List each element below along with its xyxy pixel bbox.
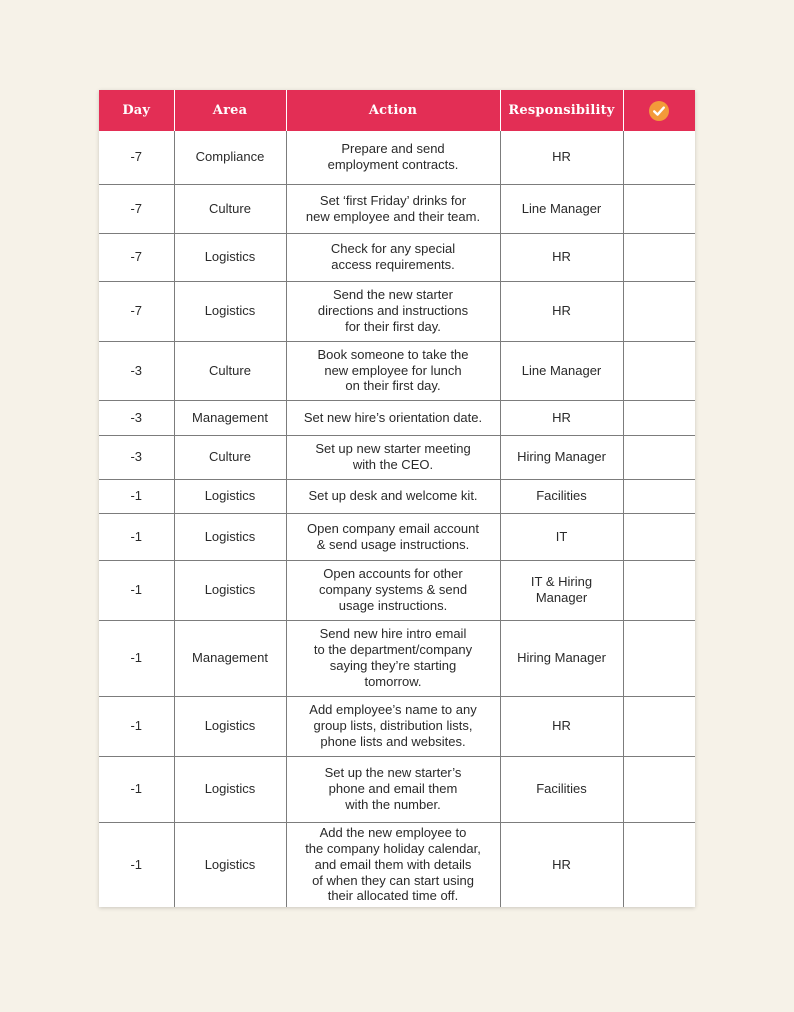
table-row	[99, 131, 695, 184]
cell-responsibility: Facilities	[500, 479, 623, 513]
cell-check[interactable]	[623, 560, 695, 620]
header-responsibility: Responsibility	[500, 90, 623, 131]
cell-day: -3	[99, 341, 174, 400]
cell-day: -1	[99, 696, 174, 756]
cell-check[interactable]	[623, 479, 695, 513]
cell-check[interactable]	[623, 620, 695, 696]
cell-responsibility: IT	[500, 513, 623, 560]
cell-responsibility: Line Manager	[500, 184, 623, 233]
header-action: Action	[286, 90, 500, 131]
cell-area: Logistics	[174, 233, 286, 281]
cell-action: Send the new starter directions and instructions for their first day.	[286, 281, 500, 341]
cell-check[interactable]	[623, 184, 695, 233]
cell-area: Culture	[174, 184, 286, 233]
cell-area: Culture	[174, 341, 286, 400]
cell-day: -7	[99, 184, 174, 233]
cell-area: Logistics	[174, 513, 286, 560]
cell-responsibility: HR	[500, 822, 623, 907]
onboarding-checklist-table	[99, 90, 695, 907]
cell-action: Set up the new starter’s phone and email them with the number.	[286, 756, 500, 822]
cell-day: -7	[99, 131, 174, 184]
table-row	[99, 513, 695, 560]
cell-action: Open company email account & send usage instructions.	[286, 513, 500, 560]
cell-action: Prepare and send employment contracts.	[286, 131, 500, 184]
table-row	[99, 822, 695, 907]
cell-action: Set up new starter meeting with the CEO.	[286, 435, 500, 479]
cell-day: -1	[99, 620, 174, 696]
check-icon	[649, 101, 669, 121]
cell-check[interactable]	[623, 131, 695, 184]
cell-area: Logistics	[174, 479, 286, 513]
cell-check[interactable]	[623, 233, 695, 281]
cell-action: Set ‘first Friday’ drinks for new employee and their team.	[286, 184, 500, 233]
table-row	[99, 479, 695, 513]
cell-day: -7	[99, 233, 174, 281]
cell-area: Compliance	[174, 131, 286, 184]
cell-action: Send new hire intro email to the department/company saying they’re starting tomorrow.	[286, 620, 500, 696]
cell-action: Book someone to take the new employee for lunch on their first day.	[286, 341, 500, 400]
cell-responsibility: HR	[500, 131, 623, 184]
cell-action: Set up desk and welcome kit.	[286, 479, 500, 513]
header-check	[623, 90, 695, 131]
header-day: Day	[99, 90, 174, 131]
cell-responsibility: Hiring Manager	[500, 435, 623, 479]
table-row	[99, 281, 695, 341]
table-row	[99, 400, 695, 435]
cell-responsibility: Facilities	[500, 756, 623, 822]
cell-responsibility: IT & Hiring Manager	[500, 560, 623, 620]
cell-area: Management	[174, 620, 286, 696]
cell-check[interactable]	[623, 400, 695, 435]
cell-area: Logistics	[174, 756, 286, 822]
cell-day: -1	[99, 479, 174, 513]
cell-day: -1	[99, 756, 174, 822]
cell-day: -1	[99, 560, 174, 620]
cell-responsibility: HR	[500, 233, 623, 281]
header-area: Area	[174, 90, 286, 131]
cell-area: Logistics	[174, 560, 286, 620]
table-row	[99, 560, 695, 620]
cell-action: Check for any special access requirements.	[286, 233, 500, 281]
cell-check[interactable]	[623, 756, 695, 822]
cell-action: Add employee’s name to any group lists, distribution lists, phone lists and websites.	[286, 696, 500, 756]
checklist-card	[99, 90, 695, 907]
cell-area: Logistics	[174, 822, 286, 907]
cell-area: Logistics	[174, 696, 286, 756]
cell-area: Management	[174, 400, 286, 435]
cell-check[interactable]	[623, 281, 695, 341]
table-row	[99, 184, 695, 233]
cell-area: Culture	[174, 435, 286, 479]
table-header	[99, 90, 695, 131]
cell-area: Logistics	[174, 281, 286, 341]
cell-responsibility: Hiring Manager	[500, 620, 623, 696]
cell-action: Add the new employee to the company holiday calendar, and email them with details of when they can start using their allocated time off.	[286, 822, 500, 907]
cell-action: Open accounts for other company systems & send usage instructions.	[286, 560, 500, 620]
cell-check[interactable]	[623, 822, 695, 907]
cell-action: Set new hire’s orientation date.	[286, 400, 500, 435]
table-row	[99, 341, 695, 400]
cell-check[interactable]	[623, 513, 695, 560]
table-row	[99, 233, 695, 281]
table-row	[99, 696, 695, 756]
cell-day: -3	[99, 435, 174, 479]
cell-check[interactable]	[623, 696, 695, 756]
cell-responsibility: Line Manager	[500, 341, 623, 400]
cell-check[interactable]	[623, 341, 695, 400]
cell-check[interactable]	[623, 435, 695, 479]
cell-day: -7	[99, 281, 174, 341]
cell-responsibility: HR	[500, 400, 623, 435]
cell-day: -1	[99, 513, 174, 560]
cell-responsibility: HR	[500, 696, 623, 756]
table-row	[99, 435, 695, 479]
table-row	[99, 756, 695, 822]
cell-day: -3	[99, 400, 174, 435]
table-body	[99, 131, 695, 907]
cell-day: -1	[99, 822, 174, 907]
cell-responsibility: HR	[500, 281, 623, 341]
table-row	[99, 620, 695, 696]
